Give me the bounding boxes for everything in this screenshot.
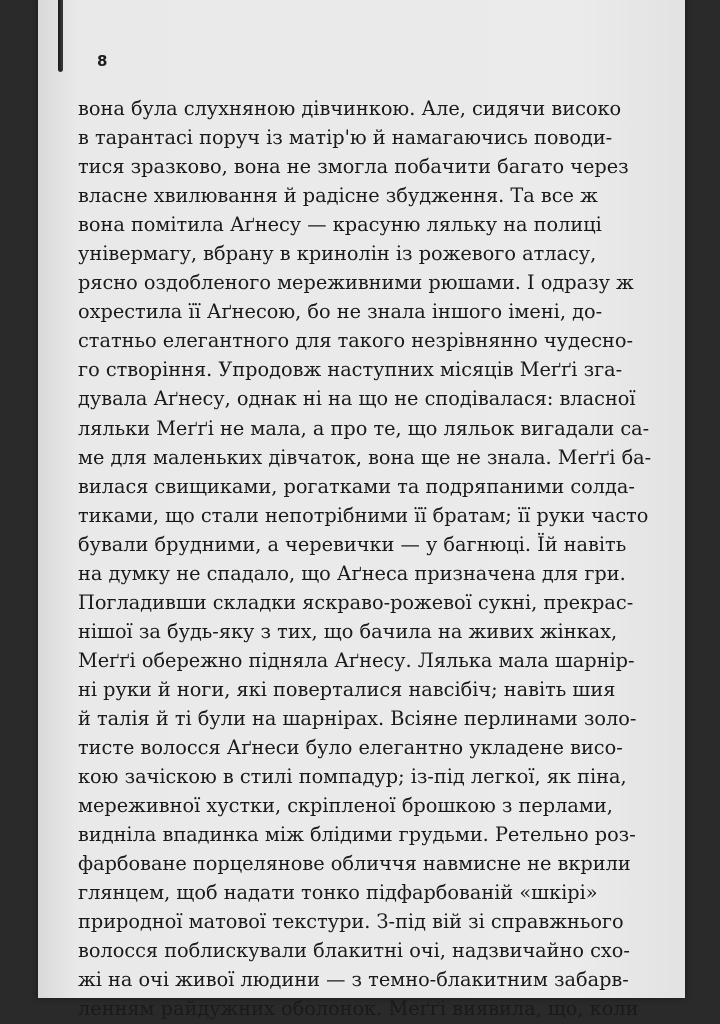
text-line: ме для маленьких дівчаток, вона ще не знала. Меґґі ба- — [78, 445, 652, 469]
text-line: го створіння. Упродовж наступних місяців Меґґі зга- — [78, 358, 623, 382]
text-line: ленням райдужних оболонок. Меґґі виявила, що, коли — [78, 997, 639, 1021]
text-line: фарбоване порцелянове обличчя навмисне не вкрили — [78, 852, 631, 876]
text-line: вилася свищиками, рогатками та подряпаними солда- — [78, 474, 635, 498]
text-line: волосся поблискували блакитні очі, надзвичайно схо- — [78, 939, 630, 963]
text-line: на думку не спадало, що Аґнеса призначена для гри. — [78, 561, 626, 585]
text-line: охрестила її Аґнесою, бо не знала іншого імені, до- — [78, 300, 603, 324]
text-line: мереживної хустки, скріпленої брошкою з перлами, — [78, 794, 613, 818]
text-line: кою зачіскою в стилі помпадур; із-під легкої, як піна, — [78, 765, 627, 789]
text-line: ні руки й ноги, які поверталися навсібіч; навіть шия — [78, 677, 616, 701]
text-line: видніла впадинка між блідими грудьми. Ретельно роз- — [78, 823, 636, 847]
text-line: ляльки Меґґі не мала, а про те, що ляльок вигадали са- — [78, 416, 650, 440]
body-text — [78, 94, 652, 1024]
text-line: рясно оздобленого мереживними рюшами. І одразу ж — [78, 271, 634, 295]
text-line: й талія й ті були на шарнірах. Всіяне перлинами золо- — [78, 706, 637, 730]
text-line: статньо елегантного для такого незрівнянно чудесно- — [78, 329, 634, 353]
text-line: універмагу, вбрану в кринолін із рожевого атласу, — [78, 242, 597, 266]
text-line: Погладивши складки яскраво-рожевої сукні, прекрас- — [78, 590, 634, 614]
text-line: нішої за будь-яку з тих, що бачила на живих жінках, — [78, 619, 618, 643]
text-line: тися зразково, вона не змогла побачити багато через — [78, 155, 629, 179]
text-line: бували брудними, а черевички — у багнюці. Їй навіть — [78, 532, 627, 556]
text-line: тисте волосся Аґнеси було елегантно укладене висо- — [78, 736, 623, 760]
text-line: вона була слухняною дівчинкою. Але, сидячи високо — [78, 97, 622, 120]
text-line: тиками, що стали непотрібними її братам; її руки часто — [78, 503, 649, 527]
text-line: в тарантасі поруч із матір'ю й намагаючись поводи- — [78, 126, 613, 150]
spine-shadow — [58, 0, 63, 72]
text-line: глянцем, щоб надати тонко підфарбованій «шкірі» — [78, 881, 598, 905]
text-line: Меґґі обережно підняла Аґнесу. Лялька мала шарнір- — [78, 648, 635, 672]
page-number: 8 — [97, 52, 108, 70]
text-line: дувала Аґнесу, однак ні на що не сподівалася: власної — [78, 387, 636, 411]
text-line: природної матової текстури. З-під вій зі справжнього — [78, 910, 624, 934]
text-line: власне хвилювання й радісне збудження. Та все ж — [78, 184, 598, 208]
text-line: вона помітила Аґнесу — красуню ляльку на полиці — [78, 213, 602, 237]
text-line: жі на очі живої людини — з темно-блакитним забарв- — [78, 968, 629, 992]
